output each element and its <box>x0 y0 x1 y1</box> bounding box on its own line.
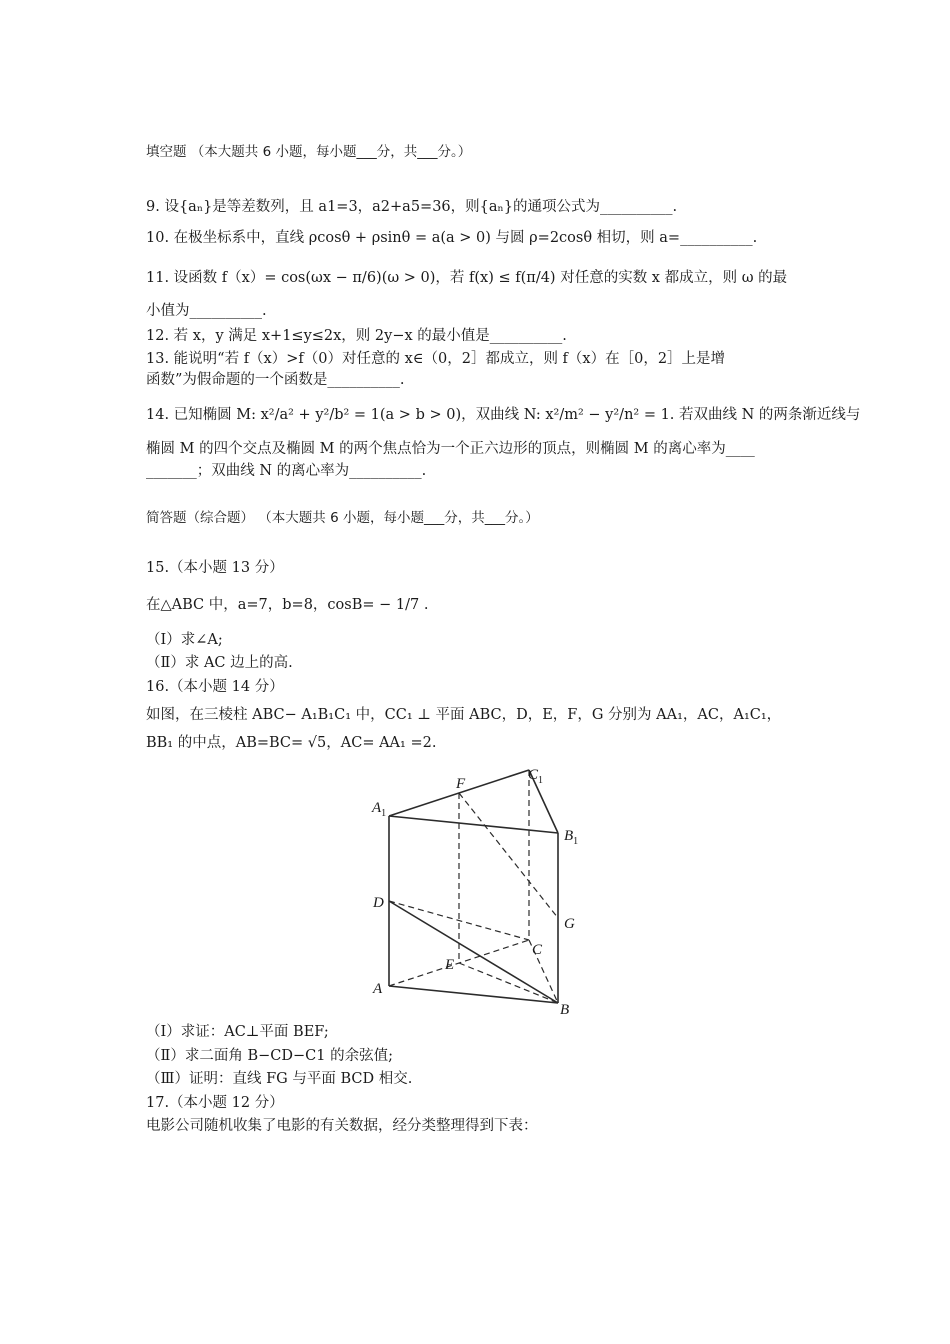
question-16-part-1: （Ⅰ）求证：AC⊥平面 BEF; <box>146 1024 329 1040</box>
question-9: 9. 设{aₙ}是等差数列，且 a1=3，a2+a5=36，则{aₙ}的通项公式为__________. <box>146 199 678 215</box>
question-10: 10. 在极坐标系中，直线 ρcosθ + ρsinθ = a(a > 0) 与圆 ρ=2cosθ 相切，则 a=__________. <box>146 230 758 246</box>
label-B1: $B_1$ <box>564 828 579 847</box>
label-B: B <box>560 1002 570 1018</box>
question-14-line-1: 14. 已知椭圆 M: x²/a² + y²/b² = 1(a > b > 0)，双曲线 N: x²/m² − y²/n² = 1. 若双曲线 N 的两条渐近线与 <box>146 407 861 423</box>
section-header-fill: 填空题 （本大题共 6 小题，每小题___分，共___分。） <box>146 144 472 160</box>
question-15-stem: 在△ABC 中，a=7，b=8，cosB= − 1/7 . <box>146 597 429 613</box>
question-14-line-3: _______；双曲线 N 的离心率为__________. <box>146 463 427 479</box>
label-E: E <box>445 957 455 973</box>
prism-figure <box>360 760 600 1018</box>
question-12: 12. 若 x，y 满足 x+1≤y≤2x，则 2y−x 的最小值是__________. <box>146 328 567 344</box>
question-13-line-1: 13. 能说明“若 f（x）>f（0）对任意的 x∈（0，2］都成立，则 f（x）在［0，2］上是增 <box>146 351 726 367</box>
label-G: G <box>564 916 575 932</box>
section-header-answer: 简答题（综合题） （本大题共 6 小题，每小题___分，共___分。） <box>146 510 539 526</box>
question-15-title: 15.（本小题 13 分） <box>146 560 284 576</box>
label-C: C <box>532 942 543 958</box>
question-11-line-1: 11. 设函数 f（x）= cos(ωx − π/6)(ω > 0)，若 f(x) ≤ f(π/4) 对任意的实数 x 都成立，则 ω 的最 <box>146 270 788 286</box>
question-17-title: 17.（本小题 12 分） <box>146 1095 284 1111</box>
label-D: D <box>373 895 384 911</box>
label-C1: $C_1$ <box>528 767 544 786</box>
label-A1: $A_1$ <box>372 800 387 819</box>
question-15-part-1: （Ⅰ）求∠A; <box>146 632 223 648</box>
question-11-line-2: 小值为__________. <box>146 303 267 319</box>
question-14-line-2: 椭圆 M 的四个交点及椭圆 M 的两个焦点恰为一个正六边形的顶点，则椭圆 M 的离心率为____ <box>146 441 755 457</box>
question-13-line-2: 函数”为假命题的一个函数是__________. <box>146 372 405 388</box>
prism-solid-edges <box>389 770 558 1003</box>
question-16-stem-line-2: BB₁ 的中点，AB=BC= √5，AC= AA₁ =2. <box>146 735 437 751</box>
prism-hidden-edges <box>389 770 558 1003</box>
question-16-stem-line-1: 如图，在三棱柱 ABC− A₁B₁C₁ 中，CC₁ ⊥ 平面 ABC，D，E，F，G 分别为 AA₁，AC，A₁C₁， <box>146 707 782 723</box>
label-F: F <box>456 776 466 792</box>
question-17-stem: 电影公司随机收集了电影的有关数据，经分类整理得到下表： <box>146 1118 538 1134</box>
question-16-part-2: （Ⅱ）求二面角 B−CD−C1 的余弦值; <box>146 1048 393 1064</box>
question-15-part-2: （Ⅱ）求 AC 边上的高. <box>146 655 293 671</box>
label-A: A <box>373 981 383 997</box>
question-16-title: 16.（本小题 14 分） <box>146 679 284 695</box>
question-16-part-3: （Ⅲ）证明：直线 FG 与平面 BCD 相交. <box>146 1071 413 1087</box>
